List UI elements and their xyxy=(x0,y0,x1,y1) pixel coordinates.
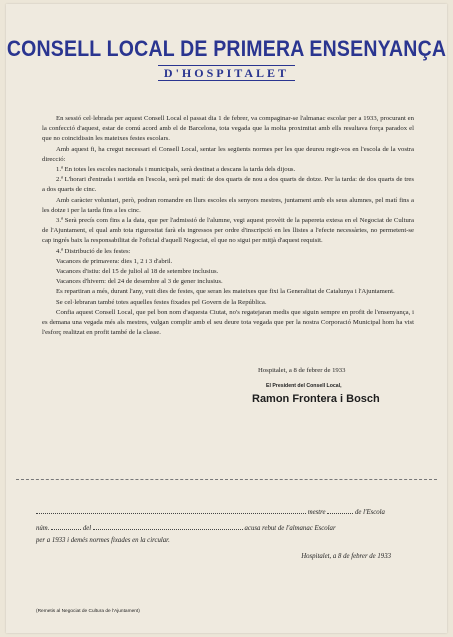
slip-label: núm. xyxy=(36,525,50,532)
slip-label: mestre xyxy=(307,509,326,516)
paragraph: Es repartiran a més, durant l'any, vuit dies de festes, que seran les mateixes que fixi la Generalitat de Catalunya i l'Ajuntament. xyxy=(56,288,395,296)
holiday-line: Vacances de primavera: dies 1, 2 i 3 d'abril. xyxy=(56,257,173,265)
document-title: CONSELL LOCAL DE PRIMERA ENSENYANÇA xyxy=(6,36,447,62)
blank-field[interactable] xyxy=(327,506,353,514)
circular-body xyxy=(42,114,414,338)
signature-name: Ramon Frontera i Bosch xyxy=(252,393,380,405)
holiday-line: Vacances d'istiu: del 15 de juliol al 18 de setembre inclusius. xyxy=(56,268,219,276)
rule-item: 4.ª Distribució de les festes: xyxy=(56,247,131,255)
rule-item: 3.ª Serà precís com fins a la data, que per l'admissió de l'alumne, vegi aquest provèit de la papereta extesa en el Negociat de Cultura de l'Ajuntament, el qual amb tota rigurositat farà els ingressos per ordre d'inscripció en les llistes a l'efecte necessàries, no permetent-se cap ingrés baix la responsabilitat de l'oficial d'aquell Negociat, el que no sigui per mitjà d'aquest requisit. xyxy=(42,217,414,245)
blank-field[interactable] xyxy=(93,522,243,530)
rule-item: 1.ª En totes les escoles nacionals i municipals, serà destinat a descans la tarda dels dijous. xyxy=(56,166,296,174)
document-subtitle xyxy=(6,66,447,81)
paragraph: En sessió cel·lebrada per aquest Consell Local el passat dia 1 de febrer, va compaginar-se l'almanac escolar per a 1933, procurant en la confecció d'aquest, estar de comú acord amb el de Barcelona, tota vegada que la molta proximitat amb ells resultava força paradox el que no coincidissin les mateixes festes escolars. xyxy=(42,115,414,143)
subtitle-text: D'HOSPITALET xyxy=(158,65,295,81)
blank-field[interactable] xyxy=(51,522,81,530)
receipt-date: Hospitalet, a 8 de febrer de 1933 xyxy=(301,553,391,560)
slip-label: acusa rebut de l'almanac Escolar xyxy=(244,525,336,532)
paragraph: Se cel·lebraran també totes aquelles festes fixades pel Govern de la República. xyxy=(56,298,267,306)
paragraph: Confia aquest Consell Local, que pel bon nom d'aquesta Ciutat, no's regatejaran medis que siguin sempre en profit de l'ensenyança, i es demana una vegada més als mestres, vulgan complir amb el seu deure tota vegada que per la nostra Corporació Municipal hom ha vist l'esforç realitzat en profit també de la classe. xyxy=(42,308,414,337)
holiday-line: Vacances d'hivern: del 24 de desembre al 3 de gener inclusius. xyxy=(56,278,223,286)
rule-item: 2.ª L'horari d'entrada i sortida en l'escola, serà pel matí: de dos quarts de nou a dos quarts de dotze. Per la tarda: de dos quarts de tres a dos quarts de cinc. xyxy=(42,176,414,194)
receipt-line-3: per a 1933 i demés normes fixades en la circular. xyxy=(36,537,170,544)
receipt-line-1 xyxy=(36,506,416,518)
slip-label: del xyxy=(82,525,92,532)
document-page xyxy=(6,4,447,633)
blank-field[interactable] xyxy=(36,506,306,514)
date-line: Hospitalet, a 8 de febrer de 1933 xyxy=(258,367,346,374)
cut-line xyxy=(16,479,437,480)
slip-label: de l'Escola xyxy=(354,509,385,516)
paragraph: Amb caràcter voluntari, però, podran romandre en llurs escoles els senyors mestres, juntament amb els seus alumnes, pel matí fins a les dotze i per la tarda fins a les cinc. xyxy=(42,196,414,214)
paragraph: Amb aquest fi, ha cregut necessari el Consell Local, sentar les següents normes per les que deureu regir-vos en l'escola de la vostra direcció: xyxy=(42,145,414,163)
footer-note: (Remetis al Negociat de Cultura de l'Ajuntament) xyxy=(36,609,140,614)
president-label: El President del Consell Local, xyxy=(266,383,342,389)
receipt-line-2 xyxy=(36,522,416,534)
